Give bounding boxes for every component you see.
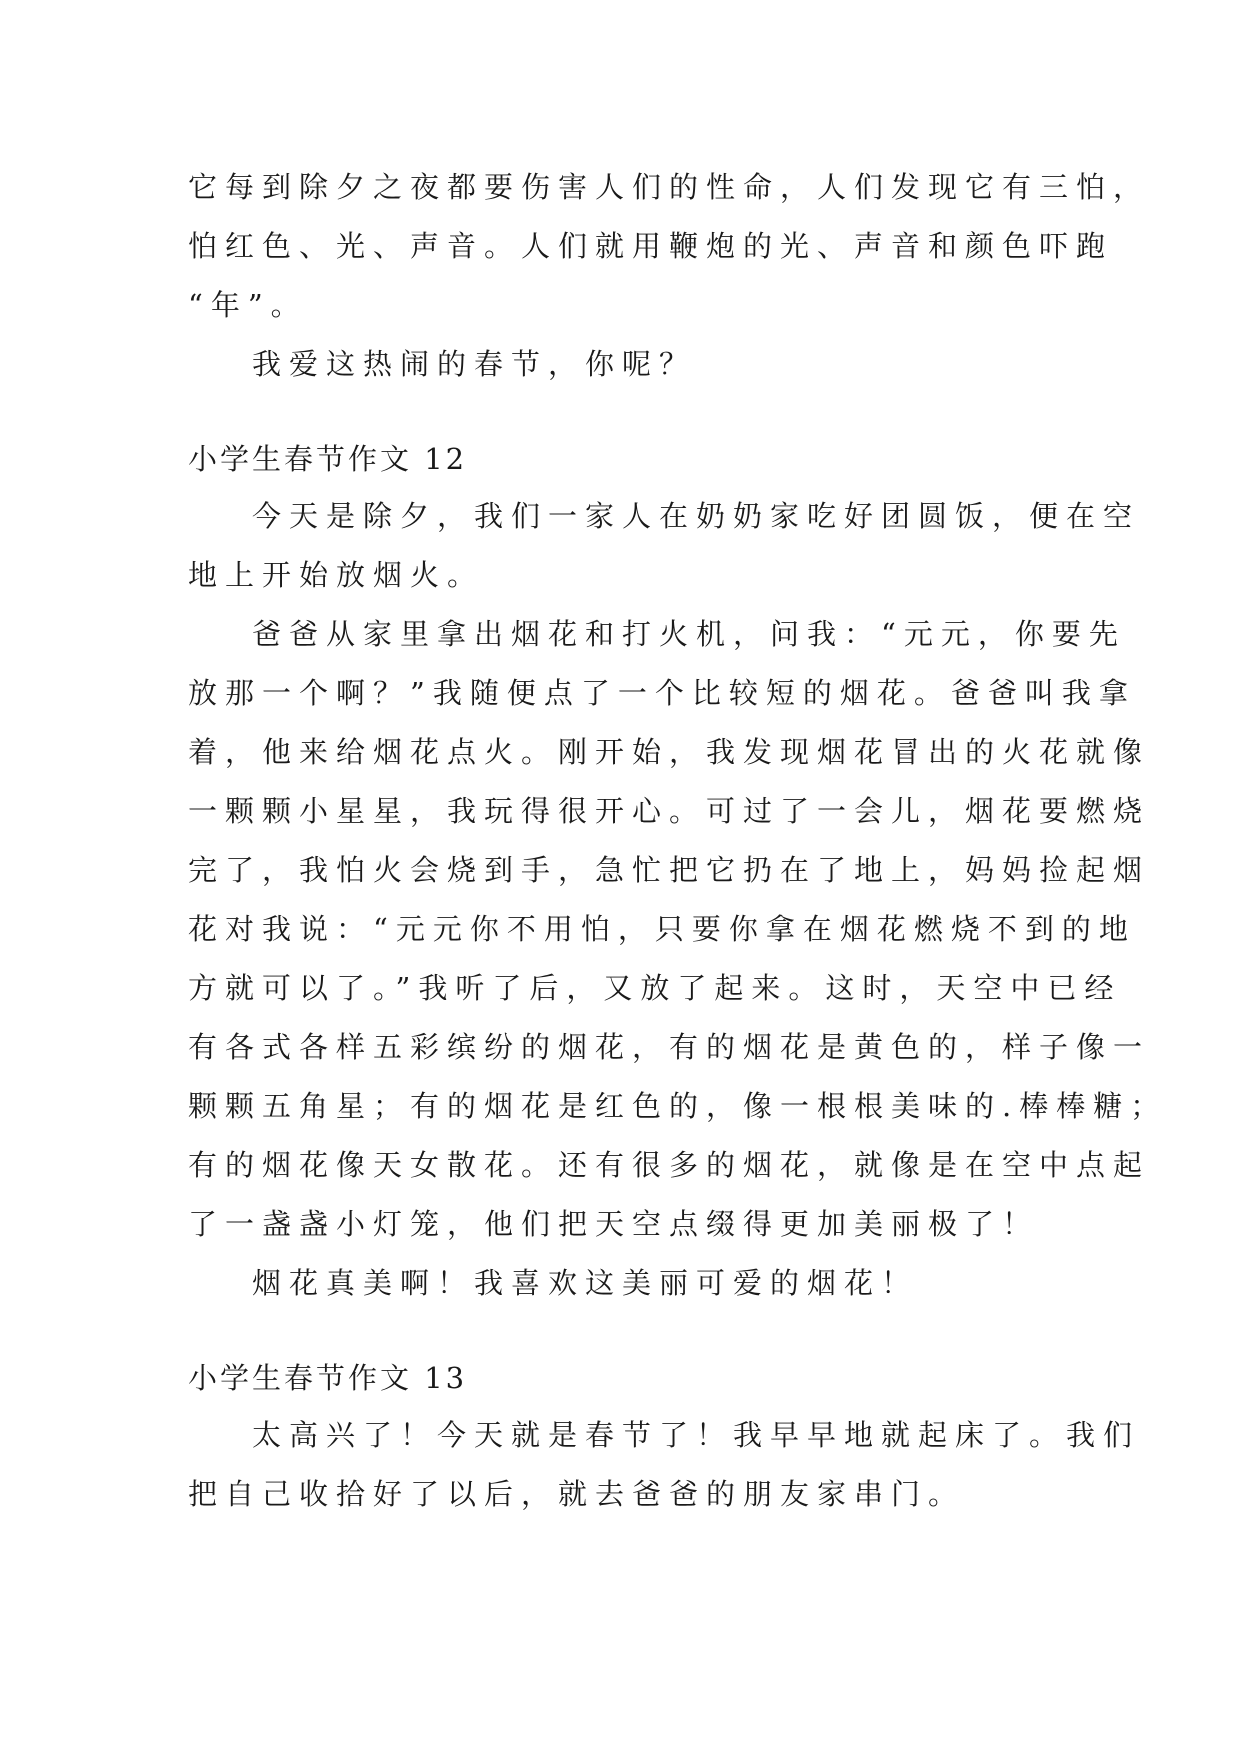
text-line: 方就可以了。”我听了后，又放了起来。这时，天空中已经 (188, 971, 1122, 1005)
section-heading: 小学生春节作文 13 (188, 1361, 468, 1395)
section-heading: 小学生春节作文 12 (188, 442, 468, 476)
text-line: 把自己收拾好了以后，就去爸爸的朋友家串门。 (188, 1477, 966, 1511)
text-line: 今天是除夕，我们一家人在奶奶家吃好团圆饭，便在空 (252, 499, 1141, 533)
text-line: 放那一个啊？”我随便点了一个比较短的烟花。爸爸叫我拿 (188, 676, 1136, 710)
paragraph (188, 335, 1058, 394)
text-line: 完了，我怕火会烧到手，急忙把它扔在了地上，妈妈捡起烟 (188, 853, 1151, 887)
document-page (188, 158, 1168, 1524)
text-line: 着，他来给烟花点火。刚开始，我发现烟花冒出的火花就像 (188, 735, 1151, 769)
text-line: 有的烟花像天女散花。还有很多的烟花，就像是在空中点起 (188, 1148, 1151, 1182)
paragraph (188, 487, 1141, 605)
paragraph (188, 605, 1168, 1254)
text-line: 我爱这热闹的春节，你呢？ (252, 347, 697, 381)
text-line: 怕红色、光、声音。人们就用鞭炮的光、声音和颜色吓跑 (188, 229, 1114, 263)
paragraph (188, 158, 1151, 335)
paragraph (188, 1254, 1058, 1313)
text-line: 一颗颗小星星，我玩得很开心。可过了一会儿，烟花要燃烧 (188, 794, 1151, 828)
text-line: 烟花真美啊！我喜欢这美丽可爱的烟花！ (252, 1266, 919, 1300)
section-gap (188, 1313, 1058, 1351)
text-line: 有各式各样五彩缤纷的烟花，有的烟花是黄色的，样子像一 (188, 1030, 1151, 1064)
text-line: 爸爸从家里拿出烟花和打火机，问我：“元元，你要先 (252, 617, 1126, 651)
paragraph (188, 1406, 1141, 1524)
text-line: 地上开始放烟火。 (188, 558, 485, 592)
section-gap (188, 394, 1058, 432)
text-line: 花对我说：“元元你不用怕，只要你拿在烟花燃烧不到的地 (188, 912, 1136, 946)
text-line: 太高兴了！今天就是春节了！我早早地就起床了。我们 (252, 1418, 1141, 1452)
text-line: “年”。 (188, 288, 308, 322)
text-line: 了一盏盏小灯笼，他们把天空点缀得更加美丽极了！ (188, 1207, 1040, 1241)
text-line: 颗颗五角星；有的烟花是红色的，像一根根美味的.棒棒糖； (188, 1089, 1168, 1123)
text-line: 它每到除夕之夜都要伤害人们的性命，人们发现它有三怕， (188, 170, 1151, 204)
